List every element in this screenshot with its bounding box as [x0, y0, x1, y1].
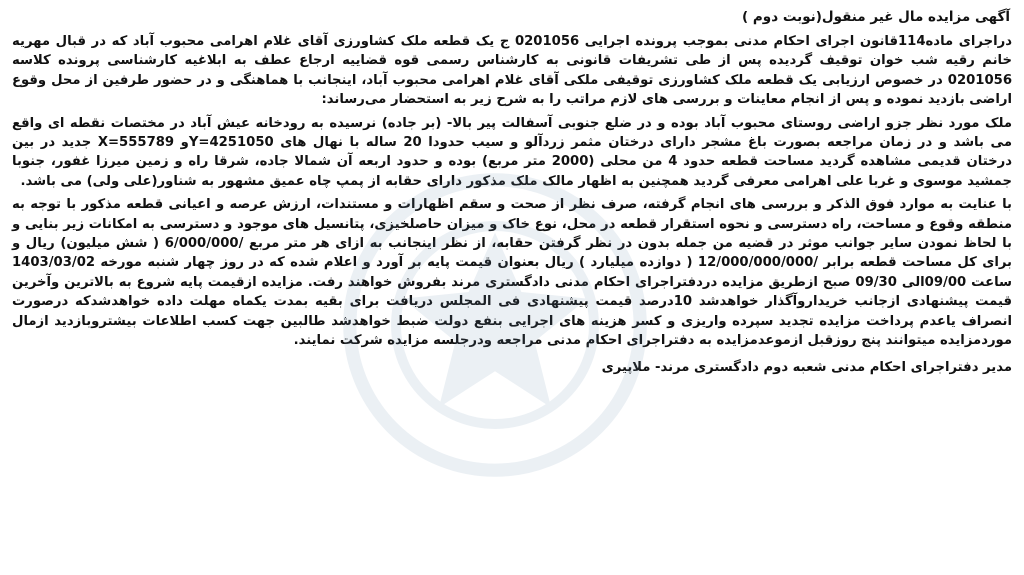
paragraph-intro: دراجرای ماده114قانون اجرای احکام مدنی بموجب پرونده اجرایی 0201056 ج یک قطعه ملک کشاورزی آقای غلام اهرامی محبوب آباد که در قبال مهریه خانم رقیه شب خوان توقیف گردیده پس از طی تشریفات قانونی به کارشناس رسمی قوه قضاییه ارجاع عطف به ابلاغیه کارشناسی پرونده کلاسه 0201056 در خصوص ارزیابی یک قطعه ملک کشاورزی توقیفی ملکی آقای غلام اهرامی محبوب آباد، اینجانب با هماهنگی و در حضور طرفین از محل وقوع اراضی بازدید نموده و پس از انجام معاینات و بررسی های لازم مراتب را به شرح زیر به استحضار می‌رساند:	[12, 34, 1012, 108]
notice-title: آگهی مزایده مال غیر منقول(نوبت دوم )	[742, 9, 1010, 25]
paragraph-property-description: ملک مورد نظر جزو اراضی روستای محبوب آباد بوده و در ضلع جنوبی آسفالت پیر بالا- (بر جاده) نرسیده به رودخانه عیش آباد در مختصات نقطه ای واقع می باشد و در زمان مراجعه بصورت باغ مشجر دارای درختان مثمر زردآلو و سیب حدودا 20 ساله با نهال های Y=4251050و X=555789 جدید در بین درختان قدیمی مشاهده گردید مساحت قطعه حدود 4 من محلی (2000 متر مربع) بوده و حدود اربعه آن شمالا جاده، شرقا راه و زمین میرزا غفور، جنوبا جمشید موسوی و غربا علی اهرامی معرفی گردید همچنین به اظهار مالک ملک مذکور دارای حقابه از پمپ چاه عمیق مشهور به شناور(علی ولی) می باشد.	[12, 115, 1012, 189]
paragraph-valuation-and-auction: با عنایت به موارد فوق الذکر و بررسی های انجام گرفته، صرف نظر از صحت و سقم اظهارات و مستندات، ارزش عرصه و اعیانی قطعه مذکور با توجه به منطقه وقوع و مساحت، راه دسترسی و نحوه استقرار قطعه در محل، نوع خاک و میزان حاصلخیزی، پتانسیل های موجود و دسترسی به امکانات زیر بنایی و با لحاظ نمودن سایر جوانب موثر در قضیه من جمله بدون در نظر گرفتن حقابه، از نظر اینجانب به ازای هر متر مربع /6/000/000 ( شش میلیون) ریال و برای کل مساحت قطعه برابر /12/000/000/000 ( دوازده میلیارد ) ریال بعنوان قیمت پایه بر آورد و اعلام شده که در روز چهار شنبه مورخه 1403/03/02 ساعت 09/00الی 09/30 صبح ازطریق مزایده دردفتراجرای احکام مدنی دادگستری مرند بفروش خواهند رفت. مزایده ازقیمت پایه شروع به بالاترین وآخرین قیمت پیشنهادی ازجانب خریداروآگذار خواهدشد 10درصد قیمت پیشنهادی فی المجلس دریافت برای بقیه بمدت یکماه مهلت داده خواهدشدکه درصورت انصراف یاعدم پرداخت مزایده تجدید سپرده واریزی و کسر هزینه های اجرایی بنفع دولت ضبط خواهدشد طالبین جهت کسب اطلاعات بیشتروبازدید ازمال موردمزایده میتوانند پنج روزقبل ازموعدمزایده به دفتراجرای احکام مدنی مراجعه ودرجلسه مزایده شرکت نمایند.	[12, 197, 1013, 349]
auction-notice-document	[8, 6, 1016, 569]
signature-line: مدیر دفتراجرای احکام مدنی شعبه دوم دادگستری مرند- ملاپیری	[601, 359, 1012, 375]
